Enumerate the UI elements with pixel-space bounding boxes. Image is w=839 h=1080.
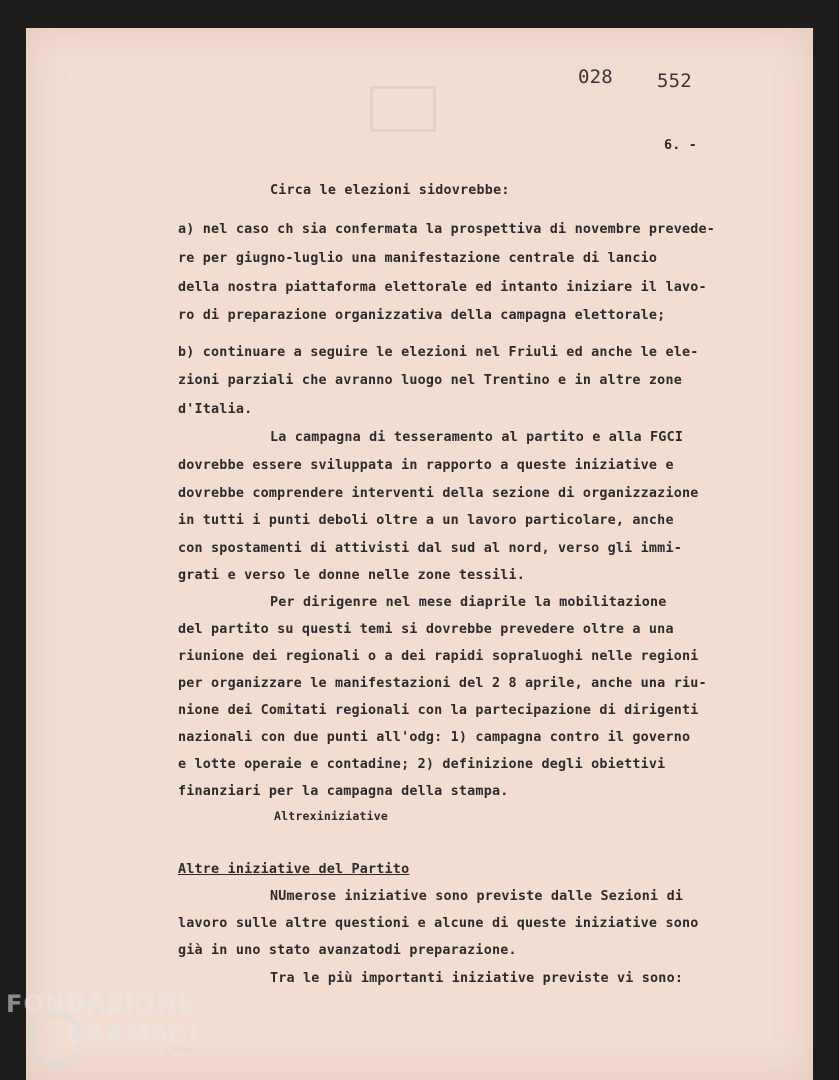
text-line: riunione dei regionali o a dei rapidi sopraluoghi nelle regioni (178, 649, 699, 664)
text-line: Tra le più importanti iniziative previste vi sono: (270, 971, 684, 986)
page-number: 6. - (664, 138, 698, 153)
text-line: nione dei Comitati regionali con la partecipazione di dirigenti (178, 703, 699, 718)
text-line: grati e verso le donne nelle zone tessili. (178, 568, 525, 583)
logo-line2: GRAMSCI (66, 1020, 198, 1048)
text-line: zioni parziali che avranno luogo nel Trentino e in altre zone (178, 373, 682, 388)
text-line: lavoro sulle altre questioni e alcune di queste iniziative sono (178, 916, 699, 931)
section-heading: Altre iniziative del Partito (178, 862, 410, 877)
text-line: Per dirigenre nel mese diaprile la mobilitazione (270, 595, 667, 610)
text-line: con spostamenti di attivisti dal sud al nord, verso gli immi- (178, 541, 682, 556)
text-line: ro di preparazione organizzativa della campagna elettorale; (178, 308, 666, 323)
text-line: re per giugno-luglio una manifestazione centrale di lancio (178, 251, 658, 266)
archive-number-left: 028 (578, 66, 613, 88)
logo-line1: FONDAZIONE (6, 990, 195, 1018)
text-line: d'Italia. (178, 402, 253, 417)
faint-watermark-stamp (370, 86, 436, 132)
text-line: La campagna di tesseramento al partito e alla FGCI (270, 430, 684, 445)
text-line: nazionali con due punti all'odg: 1) campagna contro il governo (178, 730, 691, 745)
text-line: del partito su questi temi si dovrebbe prevedere oltre a una (178, 622, 674, 637)
logo-sub: Onlus (166, 1046, 192, 1056)
text-line: finanziari per la campagna della stampa. (178, 784, 509, 799)
text-line: della nostra piattaforma elettorale ed intanto iniziare il lavo- (178, 280, 707, 295)
archive-number-right: 552 (657, 70, 692, 92)
text-line: già in uno stato avanzatodi preparazione. (178, 943, 517, 958)
text-line: NUmerose iniziative sono previste dalle Sezioni di (270, 889, 684, 904)
text-line: dovrebbe comprendere interventi della sezione di organizzazione (178, 486, 699, 501)
text-line: per organizzare le manifestazioni del 2 8 aprile, anche una riu- (178, 676, 707, 691)
text-line: b) continuare a seguire le elezioni nel Friuli ed anche le ele- (178, 345, 699, 360)
struck-text-line: Altrexiniziative (274, 809, 388, 823)
text-line: in tutti i punti deboli oltre a un lavoro particolare, anche (178, 513, 674, 528)
text-line: e lotte operaie e contadine; 2) definizione degli obiettivi (178, 757, 666, 772)
text-line: a) nel caso ch sia confermata la prospettiva di novembre prevede- (178, 222, 716, 237)
text-line: dovrebbe essere sviluppata in rapporto a queste iniziative e (178, 458, 674, 473)
text-line: Circa le elezioni sidovrebbe: (270, 183, 510, 198)
fondazione-gramsci-watermark (6, 990, 198, 1056)
